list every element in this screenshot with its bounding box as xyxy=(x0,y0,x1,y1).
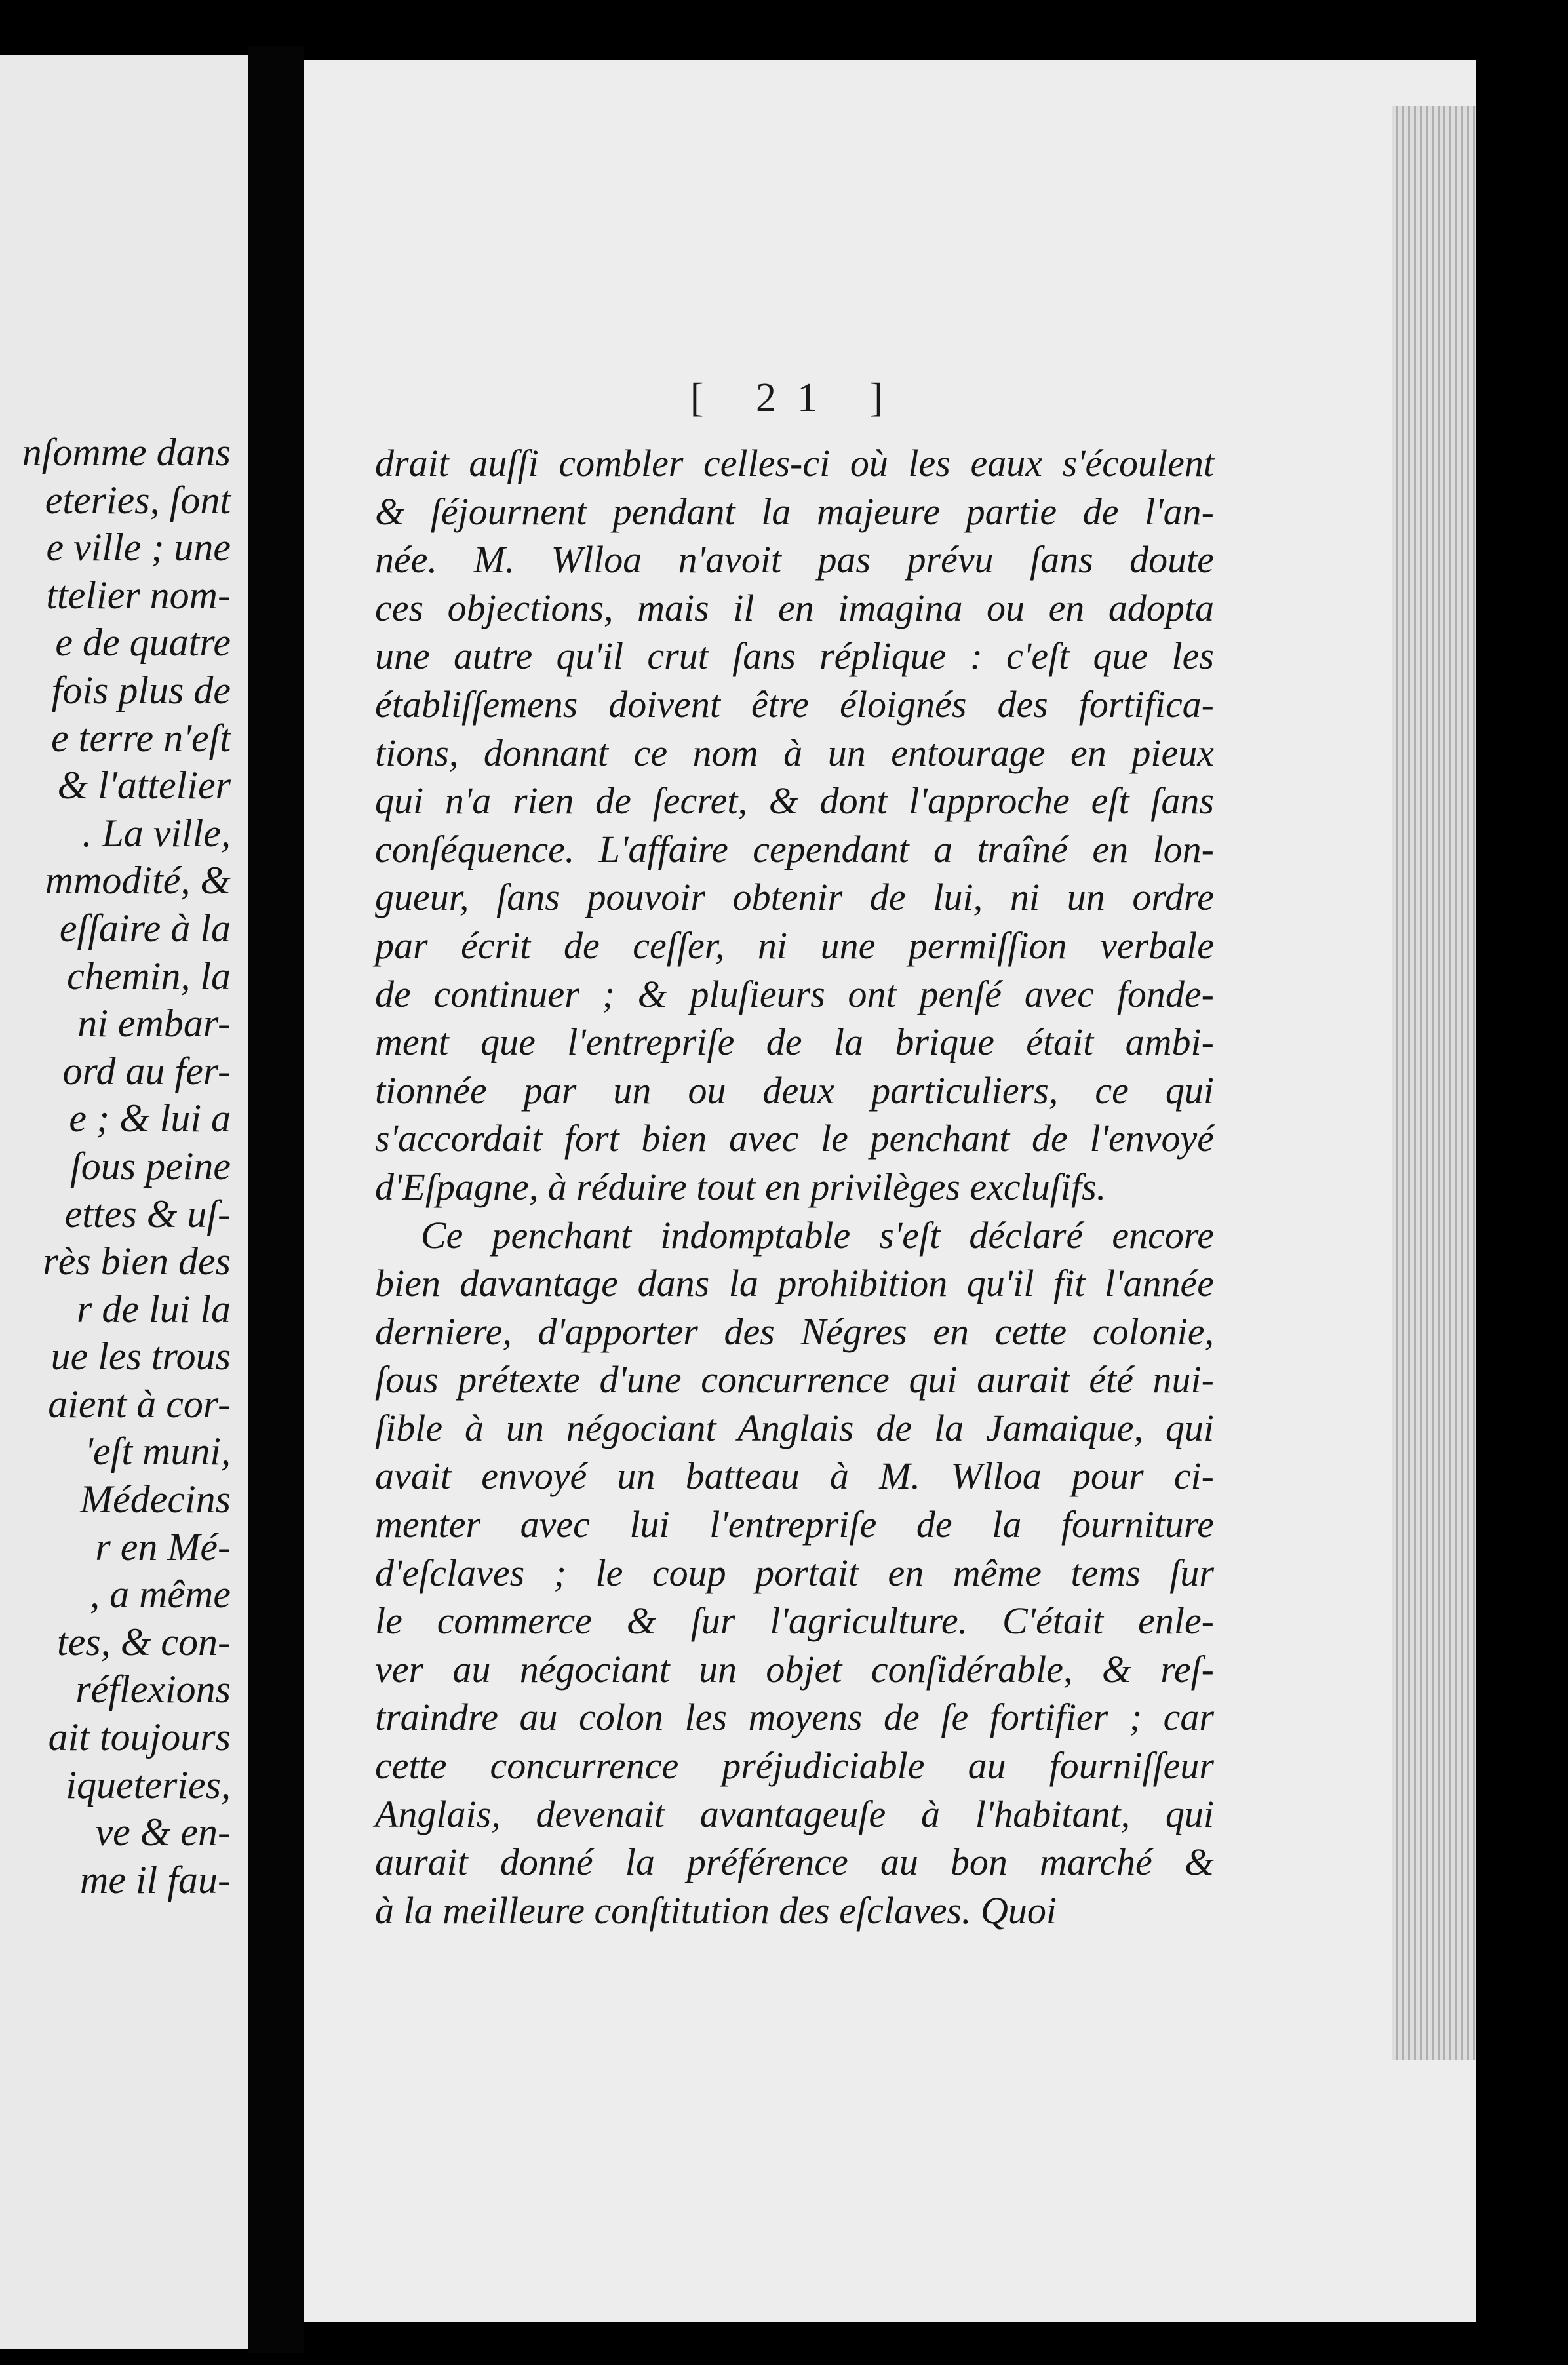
body-text-line: une autre qu'il crut ſans réplique : c'eſt que les xyxy=(375,635,1214,678)
left-text-line: e ; & lui a xyxy=(69,1097,231,1141)
body-text-line: Anglais, devenait avantageuſe à l'habitant, qui xyxy=(375,1792,1214,1835)
left-text-line: ait toujours xyxy=(48,1715,231,1759)
body-text-line: ſous prétexte d'une concurrence qui aurait été nui- xyxy=(375,1358,1214,1401)
body-text-line: gueur, ſans pouvoir obtenir de lui, ni un ordre xyxy=(375,876,1214,919)
left-text-line: ni embar- xyxy=(77,1002,231,1046)
body-text-line: avait envoyé un batteau à M. Wlloa pour ci- xyxy=(375,1455,1214,1498)
left-text-line: e terre n'eſt xyxy=(51,716,231,760)
body-text-line: derniere, d'apporter des Négres en cette colonie, xyxy=(375,1310,1214,1353)
body-text-line: à la meilleure conſtitution des eſclaves. Quoi xyxy=(375,1888,1057,1932)
body-text-line: s'accordait fort bien avec le penchant de l'envoyé xyxy=(375,1117,1214,1160)
left-text-line: chemin, la xyxy=(67,954,231,998)
body-text-line: tions, donnant ce nom à un entourage en pieux xyxy=(375,731,1214,774)
body-text-line: ſible à un négociant Anglais de la Jamaique, qui xyxy=(375,1406,1214,1449)
body-text-line: tionnée par un ou deux particuliers, ce qui xyxy=(375,1068,1214,1112)
left-text-line: ord au fer- xyxy=(62,1049,231,1093)
left-text-line: r de lui la xyxy=(77,1287,231,1331)
left-text-line: . La ville, xyxy=(82,811,231,855)
left-text-line: aient à cor- xyxy=(48,1382,231,1426)
left-text-line: rès bien des xyxy=(43,1240,231,1283)
right-page xyxy=(304,60,1476,2322)
left-text-line: ettes & uſ- xyxy=(64,1192,231,1236)
left-text-line: mmodité, & xyxy=(45,859,231,903)
body-text-line: d'Eſpagne, à réduire tout en privilèges excluſifs. xyxy=(375,1165,1107,1208)
left-text-line: ve & en- xyxy=(95,1810,231,1854)
left-text-line: e de quatre xyxy=(55,621,231,665)
body-text-line: ment que l'entrepriſe de la brique était ambi- xyxy=(375,1021,1214,1064)
left-text-line: ttelier nom- xyxy=(46,573,231,617)
left-text-line: ue les trous xyxy=(50,1335,231,1378)
left-text-line: fois plus de xyxy=(51,668,231,712)
page-number: [ 21 ] xyxy=(690,376,905,420)
body-text-line: cette concurrence préjudiciable au fourniſſeur xyxy=(375,1744,1214,1788)
body-text-line: conſéquence. L'affaire cependant a traîné en lon- xyxy=(375,827,1214,870)
body-text-line: qui n'a rien de ſecret, & dont l'approche eſt ſans xyxy=(375,779,1214,823)
left-text-line: & l'attelier xyxy=(57,764,231,808)
page-body-text xyxy=(375,439,1214,1934)
left-text-line: ſous peine xyxy=(70,1144,231,1188)
body-text-line: par écrit de ceſſer, ni une permiſſion verbale xyxy=(375,924,1214,967)
body-text-line: ver au négociant un objet conſidérable, & reſ- xyxy=(375,1647,1214,1691)
left-text-line: 'eſt muni, xyxy=(85,1430,231,1474)
left-text-line: me il fau- xyxy=(80,1858,231,1902)
body-text-line: & ſéjournent pendant la majeure partie de l'an- xyxy=(375,490,1214,533)
left-text-line: e ville ; une xyxy=(46,526,231,570)
body-text-line: Ce penchant indomptable s'eſt déclaré encore xyxy=(421,1213,1214,1257)
left-page xyxy=(0,55,248,2349)
left-text-line: r en Mé- xyxy=(95,1525,231,1569)
left-text-line: iqueteries, xyxy=(66,1763,231,1807)
body-text-line: établiſſemens doivent être éloignés des fortifica- xyxy=(375,682,1214,726)
body-text-line: traindre au colon les moyens de ſe fortifier ; car xyxy=(375,1696,1214,1739)
left-text-line: , a même xyxy=(90,1573,231,1616)
left-text-line: eteries, ſont xyxy=(45,478,231,522)
left-text-line: eſſaire à la xyxy=(59,906,231,950)
left-text-line: nſomme dans xyxy=(22,431,231,474)
left-text-line: réflexions xyxy=(75,1668,231,1711)
body-text-line: de continuer ; & pluſieurs ont penſé avec fonde- xyxy=(375,972,1214,1015)
body-text-line: menter avec lui l'entrepriſe de la fourniture xyxy=(375,1503,1214,1546)
body-text-line: d'eſclaves ; le coup portait en même tems ſur xyxy=(375,1551,1214,1594)
body-text-line: née. M. Wlloa n'avoit pas prévu ſans doute xyxy=(375,538,1214,581)
book-gutter xyxy=(248,46,304,2353)
left-text-line: Médecins xyxy=(80,1477,231,1521)
body-text-line: bien davantage dans la prohibition qu'il fit l'année xyxy=(375,1262,1214,1305)
left-text-line: tes, & con- xyxy=(57,1620,231,1664)
left-page-text xyxy=(0,429,231,1904)
page-edge xyxy=(1392,106,1476,2060)
body-text-line: drait auſſi combler celles-ci où les eaux s'écoulent xyxy=(375,442,1214,484)
body-text-line: ces objections, mais il en imagina ou en adopta xyxy=(375,586,1214,629)
body-text-line: aurait donné la préférence au bon marché & xyxy=(375,1841,1214,1884)
body-text-line: le commerce & ſur l'agriculture. C'était enle- xyxy=(375,1599,1214,1643)
